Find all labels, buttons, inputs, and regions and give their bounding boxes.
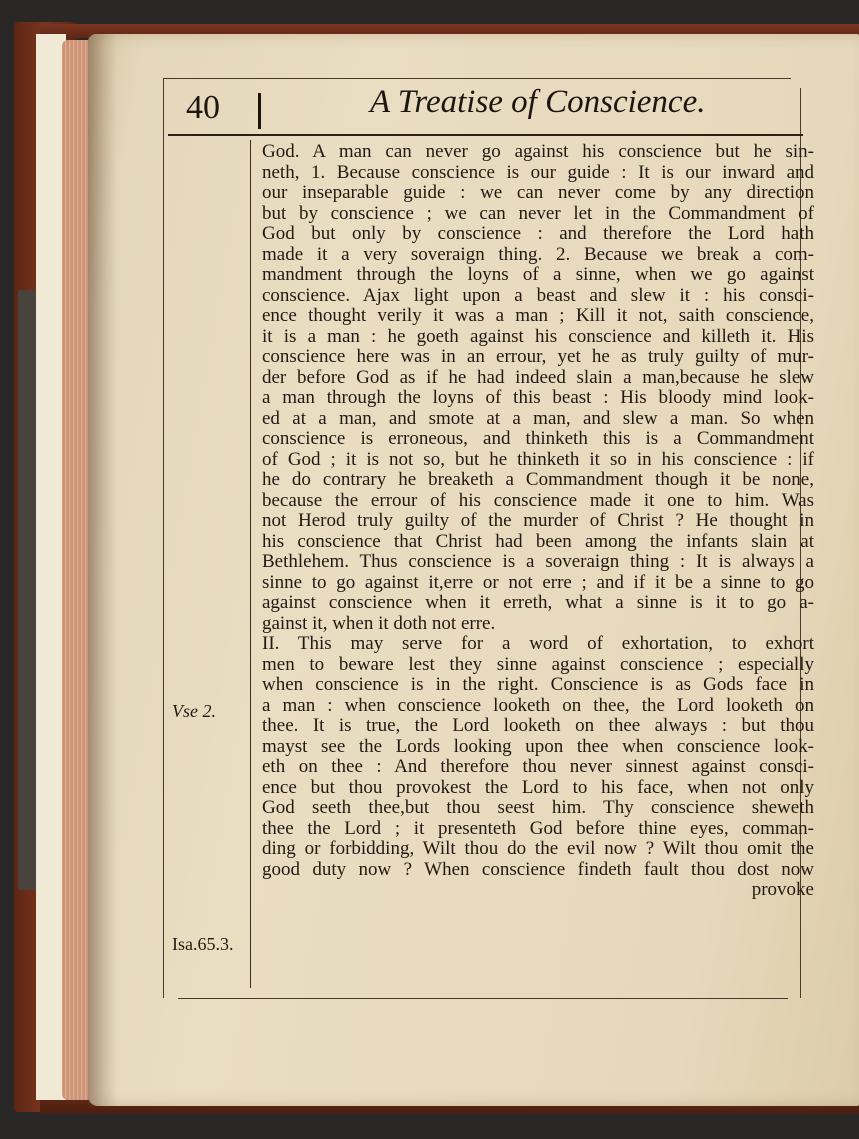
frame-top-rule xyxy=(163,78,791,79)
body-text xyxy=(262,142,814,901)
text-line: because the errour of his conscience made it one to him. Was xyxy=(262,490,814,511)
text-line: God. A man can never go against his conscience but he sin- xyxy=(262,142,814,162)
text-line: a man through the loyns of this beast : His bloody mind look- xyxy=(262,388,814,408)
header-rule xyxy=(168,134,803,136)
text-line: against conscience when it erreth, what a sinne is it to go a- xyxy=(262,593,814,613)
running-title: A Treatise of Conscience. xyxy=(370,84,706,120)
text-line: Bethlehem. Thus conscience is a soveraign thing : It is always a xyxy=(262,552,814,572)
text-line: der before God as if he had indeed slain a man,because he slew xyxy=(262,367,814,388)
frame-left-rule xyxy=(163,78,164,998)
text-line: but by conscience ; we can never let in the Commandment of xyxy=(262,203,814,224)
margin-note-reference: Isa.65.3. xyxy=(172,934,234,954)
header-divider xyxy=(258,93,261,129)
text-line: neth, 1. Because conscience is our guide : It is our inward and xyxy=(262,162,814,183)
page-number: 40 xyxy=(186,89,220,126)
text-line: thee the Lord ; it presenteth God before thine eyes, comman- xyxy=(262,818,814,839)
text-line: gainst it, when it doth not erre. xyxy=(262,613,496,634)
text-line: mandment through the loyns of a sinne, when we go against xyxy=(262,265,814,285)
catchword: provoke xyxy=(751,879,814,900)
text-line: II. This may serve for a word of exhortation, to exhort xyxy=(262,634,814,654)
text-line: mayst see the Lords looking upon thee when conscience look- xyxy=(262,736,814,757)
text-line: conscience here was in an errour, yet he as truly guilty of mur- xyxy=(262,347,814,367)
text-line: men to beware lest they sinne against conscience ; especially xyxy=(262,654,814,675)
text-line: his conscience that Christ had been among the infants slain at xyxy=(262,531,814,552)
text-line: ence but thou provokest the Lord to his face, when not only xyxy=(262,777,814,798)
text-line: conscience. Ajax light upon a beast and slew it : his consci- xyxy=(262,285,814,306)
text-line: ding or forbidding, Wilt thou do the evil now ? Wilt thou omit the xyxy=(262,839,814,859)
text-line: good duty now ? When conscience findeth fault thou dost now xyxy=(262,859,814,880)
margin-note-use: Vse 2. xyxy=(172,701,216,721)
text-line: not Herod truly guilty of the murder of Christ ? He thought in xyxy=(262,511,814,531)
text-line: made it a very soveraign thing. 2. Because we break a com- xyxy=(262,244,814,265)
margin-gutter-rule xyxy=(250,140,251,988)
text-line: ence thought verily it was a man ; Kill it not, saith conscience, xyxy=(262,306,814,326)
text-line: a man : when conscience looketh on thee, the Lord looketh on xyxy=(262,695,814,716)
text-line: ed at a man, and smote at a man, and slew a man. So when xyxy=(262,408,814,429)
text-line: conscience is erroneous, and thinketh this is a Commandment xyxy=(262,429,814,449)
binding-shadow xyxy=(88,34,118,1106)
text-line: our inseparable guide : we can never come by any direction xyxy=(262,183,814,203)
text-line: God but only by conscience : and therefore the Lord hath xyxy=(262,224,814,244)
text-line: of God ; it is not so, but he thinketh it so in his conscience : if xyxy=(262,449,814,470)
text-line: sinne to go against it,erre or not erre ; and if it be a sinne to go xyxy=(262,572,814,593)
text-line: when conscience is in the right. Conscience is as Gods face in xyxy=(262,675,814,695)
text-line: eth on thee : And therefore thou never sinnest against consci- xyxy=(262,757,814,777)
text-line: he do contrary he breaketh a Commandment though it be none, xyxy=(262,470,814,490)
frame-bottom-rule xyxy=(178,998,788,999)
text-line: God seeth thee,but thou seest him. Thy conscience sheweth xyxy=(262,798,814,818)
text-line: it is a man : he goeth against his conscience and killeth it. His xyxy=(262,326,814,347)
text-line: thee. It is true, the Lord looketh on thee always : but thou xyxy=(262,716,814,736)
